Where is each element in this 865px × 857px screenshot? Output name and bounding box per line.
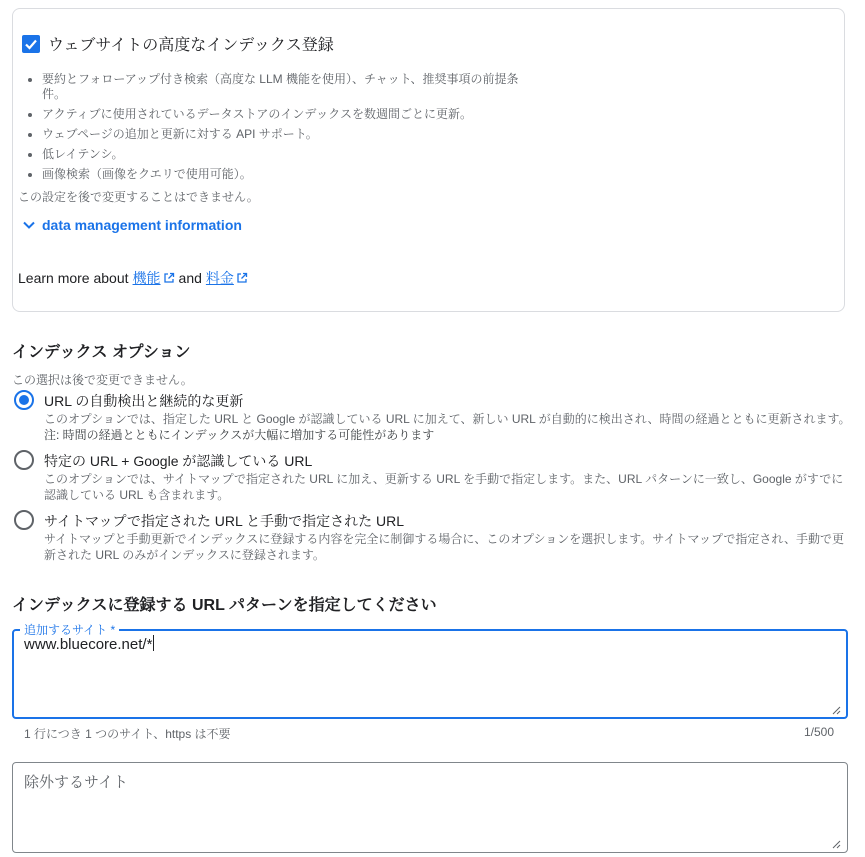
radio-description xyxy=(44,411,852,443)
include-sites-value xyxy=(24,635,154,653)
checkmark-icon xyxy=(24,37,38,51)
radio-description: このオプションでは、サイトマップで指定された URL に加え、更新する URL を手動で指定します。また、URL パターンに一致し、Google がすでに認識している URL も含まれます。 xyxy=(44,472,844,502)
resize-handle-icon[interactable] xyxy=(831,839,841,849)
radio-button-specific[interactable] xyxy=(14,450,34,470)
radio-description: サイトマップと手動更新でインデックスに登録する内容を完全に制御する場合に、このオプションを選択します。サイトマップで指定され、手動で更新された URL のみがインデックスに登録されます。 xyxy=(44,532,845,562)
exclude-sites-textarea[interactable] xyxy=(12,762,848,853)
data-management-expander[interactable] xyxy=(22,217,242,233)
index-options-title: インデックス オプション xyxy=(12,344,191,361)
radio-description-text: このオプションでは、指定した URL と Google が認識している URL に加えて、新しい URL が自動的に検出され、時間の経過とともに更新されます。 xyxy=(44,412,851,426)
radio-label: サイトマップで指定された URL と手動で指定された URL xyxy=(44,513,405,529)
url-patterns-title: インデックスに登録する URL パターンを指定してください xyxy=(12,597,437,614)
feature-item: • 低レイテンシ。 xyxy=(42,147,542,162)
include-sites-label: 追加するサイト * xyxy=(20,621,119,638)
learn-more-text: Learn more about xyxy=(18,270,129,286)
include-sites-text: www.bluecore.net/* xyxy=(24,636,153,653)
radio-description-note: 注: 時間の経過とともにインデックスが大幅に増加する可能性があります xyxy=(44,428,435,442)
text-cursor xyxy=(153,635,154,651)
chevron-down-icon xyxy=(22,218,36,232)
features-link[interactable]: 機能 xyxy=(132,270,161,286)
index-options-note: この選択は後で変更できません。 xyxy=(12,373,193,387)
resize-handle-icon[interactable] xyxy=(831,705,841,715)
cannot-change-note: この設定を後で変更することはできません。 xyxy=(18,190,259,204)
feature-item: • 要約とフォローアップ付き検索（高度な LLM 機能を使用）、チャット、推奨事項の前提条件。 xyxy=(42,72,542,102)
and-text: and xyxy=(178,270,202,286)
exclude-sites-placeholder: 除外するサイト xyxy=(24,774,128,791)
advanced-indexing-label: ウェブサイトの高度なインデックス登録 xyxy=(48,37,334,54)
external-link-icon xyxy=(163,272,175,284)
include-sites-counter: 1/500 xyxy=(804,725,835,739)
radio-label: URL の自動検出と継続的な更新 xyxy=(44,393,244,409)
external-link-icon xyxy=(236,272,248,284)
feature-list xyxy=(22,72,542,187)
pricing-link[interactable]: 料金 xyxy=(205,270,234,286)
radio-button-auto[interactable] xyxy=(14,390,34,410)
learn-more-row xyxy=(18,268,252,288)
radio-label: 特定の URL + Google が認識している URL xyxy=(44,453,313,469)
advanced-indexing-option[interactable] xyxy=(22,32,334,55)
feature-item: • ウェブページの追加と更新に対する API サポート。 xyxy=(42,127,542,142)
feature-item: • アクティブに使用されているデータストアのインデックスを数週間ごとに更新。 xyxy=(42,107,542,122)
radio-button-sitemap[interactable] xyxy=(14,510,34,530)
feature-item: • 画像検索（画像をクエリで使用可能）。 xyxy=(42,167,542,182)
include-sites-hint: 1 行につき 1 つのサイト、https は不要 xyxy=(24,727,231,741)
data-management-label: data management information xyxy=(42,217,242,233)
advanced-indexing-checkbox[interactable] xyxy=(22,35,40,53)
